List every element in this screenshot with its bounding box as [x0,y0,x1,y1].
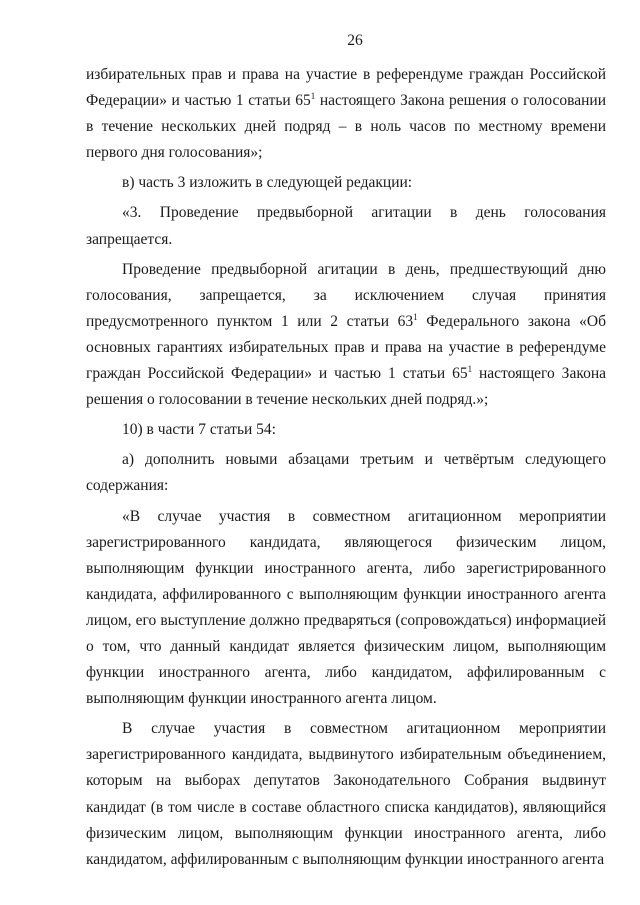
text-run: избирательных прав и права на участие в референдуме граждан Российской Федерации» и частью 1 статьи 65 [86,66,606,110]
paragraph-p6 [86,447,606,499]
superscript-index: 1 [413,311,418,322]
paragraph-p1 [86,62,606,166]
text-run: В случае участия в совместном агитационном мероприятии зарегистрированного кандидата, выдвинутого избирательным объединением, которым на выборах депутатов Законодательного Собрания выдвинут кандидат (в том числе в составе областного списка кандидатов), являющийся физическим лицом, выполняющим функции иностранного агента, либо кандидатом, аффилированным с выполняющим функции иностранного агента [86,720,606,868]
text-run: 10) в части 7 статьи 54: [122,421,276,439]
paragraph-p3 [86,200,606,252]
paragraph-p4 [86,257,606,414]
superscript-index: 1 [310,90,316,101]
text-run: «В случае участия в совместном агитационном мероприятии зарегистрированного кандидата, являющегося физическим лицом, выполняющим функции иностранного агента, либо зарегистрированного кандидата, аффилированного с выполняющим функции иностранного агента лицом, его выступление должно предваряться (сопровождаться) информацией о том, что данный кандидат является физическим лицом, выполняющим функции иностранного агента, либо кандидатом, аффилированным с выполняющим функции иностранного агента лицом. [86,507,606,708]
paragraph-p2 [86,170,606,196]
text-run: а) дополнить новыми абзацами третьим и четвёртым следующего содержания: [86,451,606,495]
paragraph-p7 [86,504,606,713]
paragraph-p8 [86,716,606,873]
text-run: Федерального закона «Об основных гарантиях избирательных прав и права на участие в референдуме граждан Российской Федерации» и частью 1 статьи 65 [86,312,606,383]
document-body [86,62,606,873]
superscript-index: 1 [467,363,473,374]
text-run: настоящего Закона решения о голосовании в течение нескольких дней подряд – в ноль часов по местному времени первого дня голосования»; [86,92,606,162]
text-run: в) часть 3 изложить в следующей редакции: [122,174,413,192]
text-run: «3. Проведение предвыборной агитации в день голосования запрещается. [86,204,606,248]
page-number: 26 [347,32,363,49]
paragraph-p5 [86,417,606,443]
text-run: настоящего Закона решения о голосовании в течение нескольких дней подряд.»; [86,365,606,409]
text-run: Проведение предвыборной агитации в день, предшествующий дню голосования, запрещается, за исключением случая принятия предусмотренного пунктом 1 или 2 статьи 63 [86,260,606,330]
